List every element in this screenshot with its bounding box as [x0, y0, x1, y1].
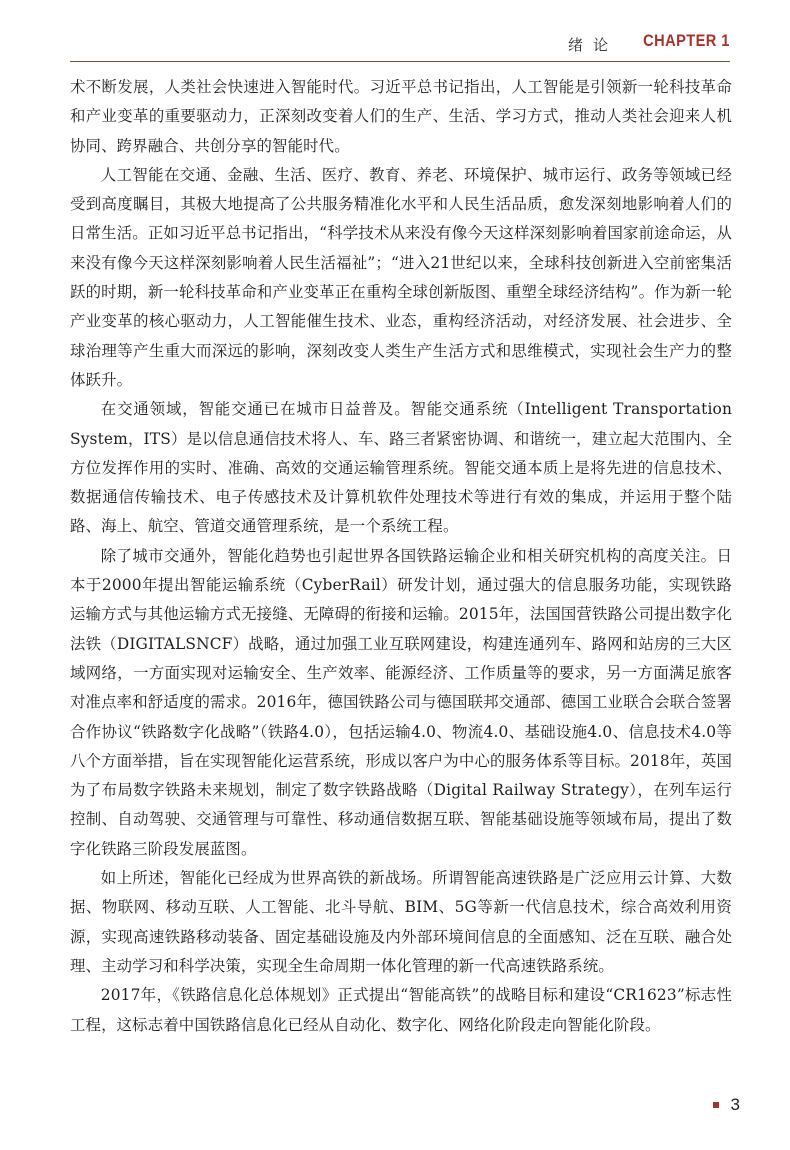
paragraph-intelligent-high-speed-rail: 如上所述，智能化已经成为世界高铁的新战场。所谓智能高速铁路是广泛应用云计算、大数据、物联网、移动互联、人工智能、北斗导航、BIM、5G等新一代信息技术，综合高效利用资源，实现高速铁路移动装备、固定基础设施及内外部环境间信息的全面感知、泛在互联、融合处理、主动学习和科学决策，实现全生命周期一体化管理的新一代高速铁路系统。	[70, 869, 732, 975]
header-section-title: 绪论	[567, 36, 618, 54]
paragraph-informatization-plan: 2017年，《铁路信息化总体规划》正式提出“智能高铁”的战略目标和建设“CR1623”标志性工程，这标志着中国铁路信息化已经从自动化、数字化、网络化阶段走向智能化阶段。	[70, 986, 732, 1034]
body-text	[70, 73, 732, 1040]
footer-square-icon	[713, 1102, 719, 1108]
paragraph-continued: 术不断发展，人类社会快速进入智能时代。习近平总书记指出，人工智能是引领新一轮科技革命和产业变革的重要驱动力，正深刻改变着人们的生产、生活、学习方式，推动人类社会迎来人机协同、跨界融合、共创分享的智能时代。	[70, 78, 732, 155]
paragraph-intelligent-transportation: 在交通领域，智能交通已在城市日益普及。智能交通系统（Intelligent Transportation System，ITS）是以信息通信技术将人、车、路三者紧密协调、和谐统一，建立起大范围内、全方位发挥作用的实时、准确、高效的交通运输管理系统。智能交通本质上是将先进的信息技术、数据通信传输技术、电子传感技术及计算机软件处理技术等进行有效的集成，并运用于整个陆路、海上、航空、管道交通管理系统，是一个系统工程。	[70, 400, 732, 536]
paragraph-railway-intelligence: 除了城市交通外，智能化趋势也引起世界各国铁路运输企业和相关研究机构的高度关注。日本于2000年提出智能运输系统（CyberRail）研发计划，通过强大的信息服务功能，实现铁路运输方式与其他运输方式无接缝、无障碍的衔接和运输。2015年，法国国营铁路公司提出数字化法铁（DIGITALSNCF）战略，通过加强工业互联网建设，构建连通列车、路网和站房的三大区域网络，一方面实现对运输安全、生产效率、能源经济、工作质量等的要求，另一方面满足旅客对准点率和舒适度的需求。2016年，德国铁路公司与德国联邦交通部、德国工业联合会联合签署合作协议“铁路数字化战略”（铁路4.0），包括运输4.0、物流4.0、基础设施4.0、信息技术4.0等八个方面举措，旨在实现智能化运营系统，形成以客户为中心的服务体系等目标。2018年，英国为了布局数字铁路未来规划，制定了数字铁路战略（Digital Railway Strategy），在列车运行控制、自动驾驶、交通管理与可靠性、移动通信数据互联、智能基础设施等领域布局，提出了数字化铁路三阶段发展蓝图。	[70, 546, 732, 858]
page-number: 3	[730, 1095, 740, 1114]
header-divider	[70, 61, 730, 62]
page-footer	[713, 1090, 740, 1120]
paragraph-ai-applications: 人工智能在交通、金融、生活、医疗、教育、养老、环境保护、城市运行、政务等领域已经受到高度瞩目，其极大地提高了公共服务精准化水平和人民生活品质，愈发深刻地影响着人们的日常生活。正如习近平总书记指出，“科学技术从来没有像今天这样深刻影响着国家前途命运，从来没有像今天这样深刻影响着人民生活福祉”；“进入21世纪以来，全球科技创新进入空前密集活跃的时期，新一轮科技革命和产业变革正在重构全球创新版图、重塑全球经济结构”。作为新一轮产业变革的核心驱动力，人工智能催生技术、业态，重构经济活动，对经济发展、社会进步、全球治理等产生重大而深远的影响，深刻改变人类生产生活方式和思维模式，实现社会生产力的整体跃升。	[70, 165, 732, 389]
header-chapter-label: CHAPTER 1	[643, 31, 730, 50]
running-header	[70, 28, 730, 62]
